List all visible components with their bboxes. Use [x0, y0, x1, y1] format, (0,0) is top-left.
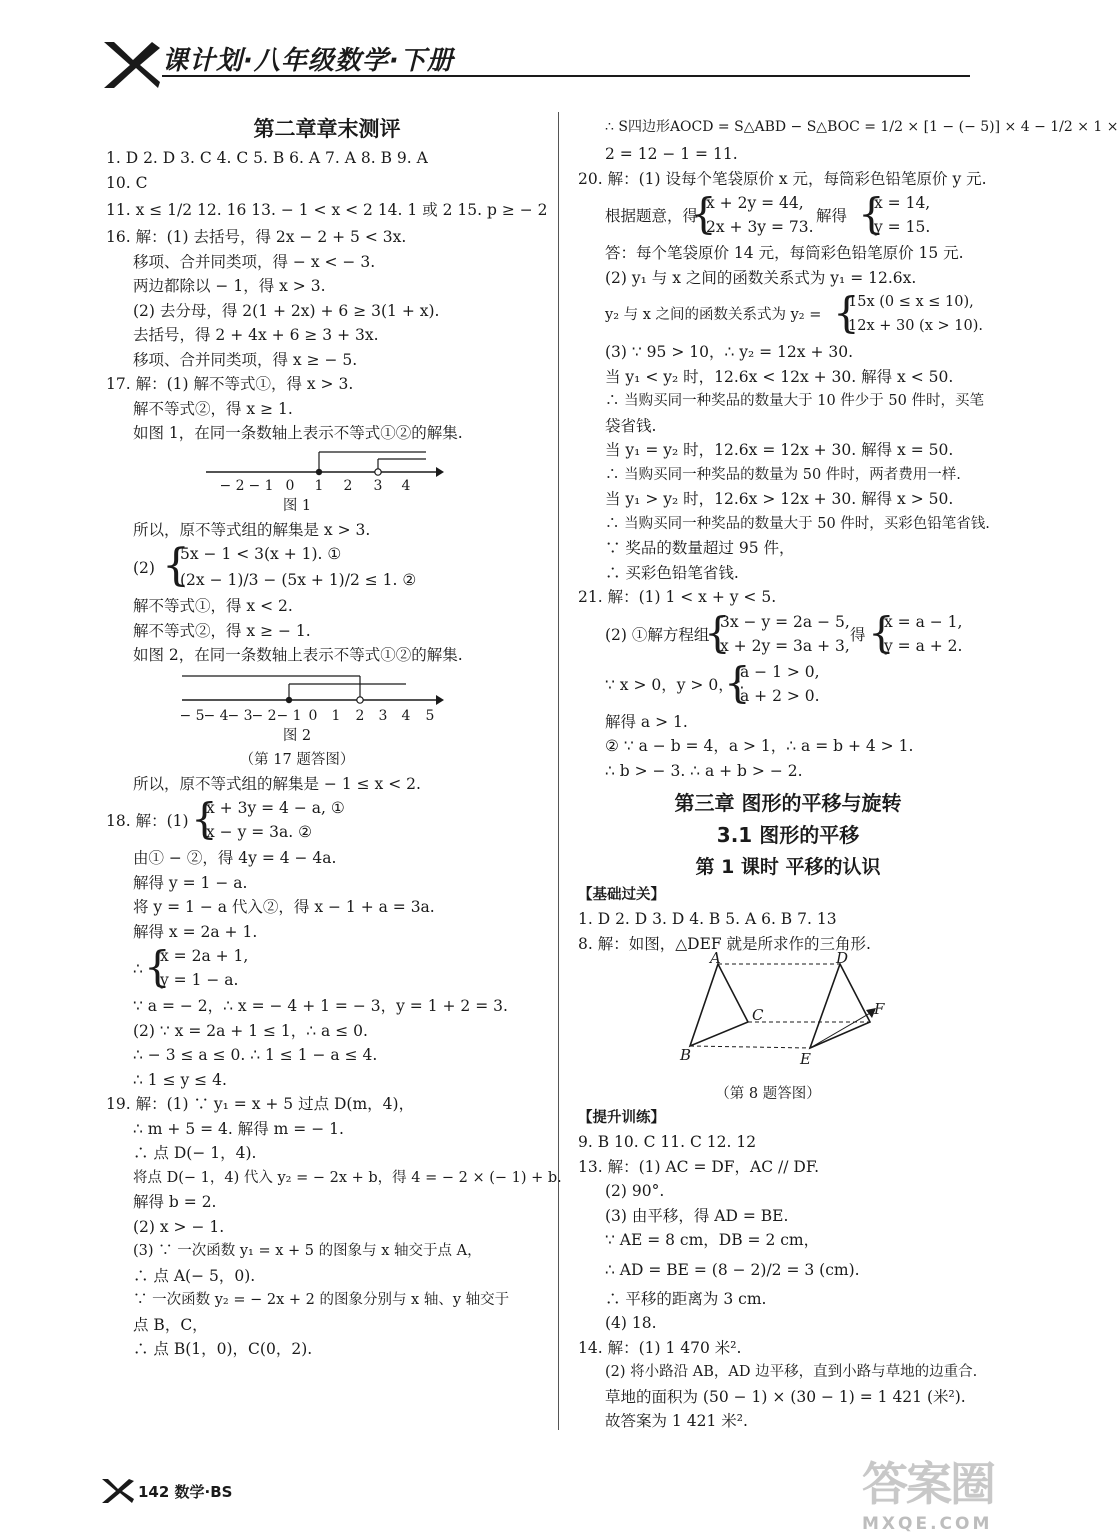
number-line-figure-1	[106, 446, 548, 494]
left-column	[106, 112, 562, 1362]
equation-system-20	[578, 191, 998, 241]
answer-line: ∴ AD = BE = (8 − 2)/2 = 3 (cm).	[605, 1260, 860, 1279]
answer-line: 根据题意，得	[605, 207, 699, 225]
answer-line: ∴ 当购买同一种奖品的数量大于 50 件时，买彩色铅笔省钱.	[605, 515, 990, 532]
tick-label: 1	[331, 707, 341, 724]
answer-line: 解不等式②，得 x ≥ 1.	[133, 399, 293, 418]
answer-line: 如图 2，在同一条数轴上表示不等式①②的解集.	[133, 646, 463, 664]
chapter-review-heading: 第二章章末测评	[253, 117, 401, 141]
answer-line: ∵ 奖品的数量超过 95 件，	[605, 539, 795, 557]
answer-line: 解得 b = 2.	[133, 1193, 217, 1211]
answer-line: 答：每个笔袋原价 14 元，每筒彩色铅笔原价 15 元.	[605, 244, 964, 262]
brace-glyph: {	[858, 189, 885, 238]
answer-line: 18. 解：(1)	[106, 812, 189, 830]
right-column	[578, 112, 1119, 1434]
vertex-label: D	[836, 949, 849, 967]
answer-line: y = 1 − a.	[160, 971, 239, 989]
figure-caption: （第 17 题答图）	[239, 751, 355, 768]
answer-line: x + 2y = 3a + 3,	[720, 636, 850, 655]
answer-line: 当 y₁ > y₂ 时，12.6x > 12x + 30. 解得 x > 50.	[605, 490, 954, 508]
tick-label: 3	[378, 707, 388, 724]
brace-glyph: {	[191, 794, 218, 843]
answer-line: ∴ 当购买同一种奖品的数量大于 10 件少于 50 件时，买笔	[605, 393, 984, 409]
answer-line: y₂ 与 x 之间的函数关系式为 y₂ =	[605, 307, 822, 323]
tick-label: − 5	[179, 707, 205, 724]
tick-label: 4	[401, 707, 411, 724]
answer-line: (4) 18.	[605, 1314, 657, 1332]
tick-label: 5	[425, 707, 435, 724]
watermark	[862, 1448, 1012, 1534]
answer-line: x = a − 1,	[884, 612, 963, 631]
answer-line: 解不等式②，得 x ≥ − 1.	[133, 621, 311, 640]
watermark-text: 答案圈	[862, 1457, 994, 1511]
answer-line: 3x − y = 2a − 5,	[720, 612, 850, 631]
answer-line: 解得 a > 1.	[605, 712, 688, 731]
column-divider	[558, 112, 559, 1430]
answer-line: 2x + 3y = 73.	[706, 218, 814, 236]
answer-line: y = a + 2.	[884, 636, 963, 655]
answer-line: 2 = 12 − 1 = 11.	[605, 145, 738, 163]
answer-line: ∴ 点 D(− 1，4).	[133, 1144, 257, 1162]
answer-line: 14. 解：(1) 1 470 米².	[578, 1338, 742, 1357]
chapter-heading: 第三章 图形的平移与旋转	[674, 791, 902, 815]
answer-line: ∴ 1 ≤ y ≤ 4.	[133, 1070, 227, 1089]
watermark-url: MXQE.COM	[862, 1514, 993, 1534]
answer-line: 15x (0 ≤ x ≤ 10),	[848, 294, 974, 310]
answer-line: 所以，原不等式组的解集是 − 1 ≤ x < 2.	[133, 774, 421, 793]
answer-line: ② ∵ a − b = 4，a > 1，∴ a = b + 4 > 1.	[605, 737, 914, 755]
answer-line: 17. 解：(1) 解不等式①，得 x > 3.	[106, 375, 354, 393]
page-footer	[100, 1475, 400, 1511]
answer-line: 得	[850, 625, 866, 644]
answer-line: ∵ a = − 2，∴ x = − 4 + 1 = − 3，y = 1 + 2 = 3.	[133, 997, 508, 1015]
answer-line: ∵ x > 0，y > 0，∴	[605, 675, 744, 694]
answer-line: ∴ − 3 ≤ a ≤ 0. ∴ 1 ≤ 1 − a ≤ 4.	[133, 1046, 378, 1064]
tick-label: 0	[285, 477, 295, 494]
advanced-section-title: 【提升训练】	[578, 1109, 665, 1126]
vertex-label: F	[874, 1000, 885, 1018]
vertex-label: A	[710, 949, 721, 967]
answer-line: (2) ①解方程组	[605, 625, 710, 644]
header-rule	[162, 75, 970, 77]
answer-line: 将点 D(− 1，4) 代入 y₂ = − 2x + b，得 4 = − 2 × (− 1) + b.	[133, 1169, 562, 1186]
answer-line: x + 2y = 44,	[706, 194, 804, 212]
book-title: 课计划·八年级数学·下册	[162, 46, 454, 76]
answer-line: 当 y₁ < y₂ 时，12.6x < 12x + 30. 解得 x < 50.	[605, 367, 954, 386]
answer-line: (3) ∵ 95 > 10，∴ y₂ = 12x + 30.	[605, 343, 854, 361]
page-header	[100, 32, 980, 92]
subject-label: 数学·BS	[174, 1483, 233, 1501]
tick-label: − 2	[219, 477, 245, 494]
brace-glyph: {	[704, 607, 731, 657]
answer-line: 去括号，得 2 + 4x + 6 ≥ 3 + 3x.	[133, 326, 379, 344]
tick-label: − 3	[227, 707, 253, 724]
figure-caption: 图 1	[282, 497, 312, 514]
tick-label: 0	[308, 707, 318, 724]
brace-glyph: {	[833, 288, 860, 337]
vertex-label: E	[800, 1050, 811, 1068]
answer-line: ∵ AE = 8 cm，DB = 2 cm，	[605, 1231, 820, 1249]
tick-label: 2	[343, 477, 353, 494]
brace-glyph: {	[868, 607, 895, 657]
answer-line: 12x + 30 (x > 10).	[848, 318, 983, 334]
answer-line: 1. D 2. D 3. C 4. C 5. B 6. A 7. A 8. B 9. A	[106, 149, 428, 167]
number-line-figure-2	[106, 668, 548, 724]
page-number	[138, 1481, 232, 1502]
equation-system-18	[106, 796, 548, 846]
answer-line: 20. 解：(1) 设每个笔袋原价 x 元，每筒彩色铅笔原价 y 元.	[578, 169, 987, 188]
answer-line: (3) ∵ 一次函数 y₁ = x + 5 的图象与 x 轴交于点 A，	[133, 1243, 482, 1259]
answer-line: 5x − 1 < 3(x + 1). ①	[180, 545, 342, 563]
answer-line: ∴ b > − 3. ∴ a + b > − 2.	[605, 761, 803, 780]
brand-logo-icon	[100, 38, 162, 92]
inequality-system-2	[106, 542, 548, 594]
equation-system-21	[578, 607, 998, 660]
part-label: (2)	[133, 559, 155, 577]
tick-label: 1	[314, 477, 324, 494]
brace-glyph: {	[144, 942, 171, 991]
answer-line: 草地的面积为 (50 − 1) × (30 − 1) = 1 421 (米²).	[605, 1387, 966, 1406]
answer-line: y = 15.	[874, 218, 931, 236]
answer-line: 点 B，C，	[133, 1315, 208, 1334]
answer-line: (2) y₁ 与 x 之间的函数关系式为 y₁ = 12.6x.	[605, 268, 917, 287]
tick-label: − 1	[248, 477, 274, 494]
answer-line: ∴ m + 5 = 4. 解得 m = − 1.	[133, 1119, 344, 1138]
answer-line: ∴ 平移的距离为 3 cm.	[605, 1289, 767, 1308]
piecewise-function	[578, 290, 998, 340]
inequality-system-21	[578, 657, 998, 710]
answer-line: (2) 90°.	[605, 1182, 665, 1200]
tick-label: − 1	[276, 707, 302, 724]
tick-label: 3	[373, 477, 383, 494]
answer-line: 袋省钱.	[605, 416, 657, 435]
answer-line: x = 2a + 1,	[160, 947, 249, 965]
figure-caption: （第 8 题答图）	[715, 1086, 821, 1102]
answer-line: ∴	[133, 960, 143, 978]
answer-line: ∴ 点 A(− 5，0).	[133, 1266, 256, 1285]
answer-line: 13. 解：(1) AC = DF，AC // DF.	[578, 1157, 820, 1176]
answer-line: (2) ∵ x = 2a + 1 ≤ 1，∴ a ≤ 0.	[133, 1021, 368, 1040]
answer-line: 移项、合并同类项，得 − x < − 3.	[133, 252, 376, 271]
answer-line: 解得	[816, 207, 848, 225]
answer-line: 两边都除以 − 1，得 x > 3.	[133, 277, 326, 295]
basic-section-title: 【基础过关】	[578, 886, 665, 903]
answer-line: (2) x > − 1.	[133, 1217, 225, 1236]
answer-line: 19. 解：(1) ∵ y₁ = x + 5 过点 D(m，4)，	[106, 1095, 415, 1113]
answer-line: 移项、合并同类项，得 x ≥ − 5.	[133, 350, 358, 369]
answer-line: 解得 y = 1 − a.	[133, 873, 248, 892]
answer-line: (3) 由平移，得 AD = BE.	[605, 1206, 789, 1225]
answer-line: 由① − ②，得 4y = 4 − 4a.	[133, 849, 337, 867]
answer-line: 所以，原不等式组的解集是 x > 3.	[133, 520, 371, 539]
tick-label: − 2	[251, 707, 277, 724]
answer-line: 解不等式①，得 x < 2.	[133, 597, 293, 615]
answer-line: 将 y = 1 − a 代入②，得 x − 1 + a = 3a.	[133, 898, 435, 916]
answer-line: 当 y₁ = y₂ 时，12.6x = 12x + 30. 解得 x = 50.	[605, 441, 954, 459]
answer-line: 10. C	[106, 173, 148, 192]
tick-label: 2	[355, 707, 365, 724]
solution-system-18	[106, 944, 548, 994]
answer-line: x = 14,	[874, 194, 931, 212]
answer-line: ∵ 一次函数 y₂ = − 2x + 2 的图象分别与 x 轴、y 轴交于	[133, 1292, 510, 1308]
answer-line: 16. 解：(1) 去括号，得 2x − 2 + 5 < 3x.	[106, 228, 407, 246]
translation-triangle-figure	[578, 949, 998, 1082]
tick-label: 4	[401, 477, 411, 494]
answer-line: 8. 解：如图，△DEF 就是所求作的三角形.	[578, 934, 871, 953]
answer-line: 21. 解：(1) 1 < x + y < 5.	[578, 588, 777, 606]
answer-line: 9. B 10. C 11. C 12. 12	[578, 1133, 757, 1151]
answer-line: a + 2 > 0.	[740, 686, 820, 705]
answer-line: 如图 1，在同一条数轴上表示不等式①②的解集.	[133, 424, 463, 442]
answer-line: x + 3y = 4 − a, ①	[206, 799, 345, 817]
answer-line: ∴ S四边形AOCD = S△ABD − S△BOC = 1/2 × [1 − (− 5)] × 4 − 1/2 × 1 ×	[605, 119, 1119, 135]
answer-line: a − 1 > 0,	[740, 662, 820, 681]
answer-line: ∴ 当购买同一种奖品的数量为 50 件时，两者费用一样.	[605, 466, 961, 483]
answer-line: x − y = 3a. ②	[206, 823, 313, 841]
tick-label: − 4	[203, 707, 229, 724]
brand-mark-icon	[100, 1477, 136, 1505]
answer-line: 故答案为 1 421 米².	[605, 1412, 748, 1430]
brace-glyph: {	[690, 189, 717, 238]
section-heading: 3.1 图形的平移	[716, 823, 860, 847]
vertex-label: C	[752, 1006, 764, 1024]
figure-caption: 图 2	[282, 727, 312, 744]
answer-line: 1. D 2. D 3. D 4. B 5. A 6. B 7. 13	[578, 910, 837, 928]
answer-line: (2) 将小路沿 AB，AD 边平移，直到小路与草地的边重合.	[605, 1364, 978, 1380]
page-number-value: 142	[138, 1483, 170, 1501]
answer-line: 解得 x = 2a + 1.	[133, 922, 258, 941]
vertex-label: B	[680, 1046, 692, 1064]
answer-line: (2) 去分母，得 2(1 + 2x) + 6 ≥ 3(1 + x).	[133, 301, 440, 320]
answer-line: ∴ 买彩色铅笔省钱.	[605, 563, 739, 582]
answer-line: 11. x ≤ 1/2 12. 16 13. − 1 < x < 2 14. 1 或 2 15. p ≥ − 2	[106, 201, 548, 219]
brace-glyph: {	[724, 657, 751, 707]
answer-line: ∴ 点 B(1，0)，C(0，2).	[133, 1340, 313, 1358]
lesson-heading: 第 1 课时 平移的认识	[695, 856, 881, 878]
answer-line: (2x − 1)/3 − (5x + 1)/2 ≤ 1. ②	[180, 571, 417, 589]
brace-glyph: {	[162, 540, 190, 591]
